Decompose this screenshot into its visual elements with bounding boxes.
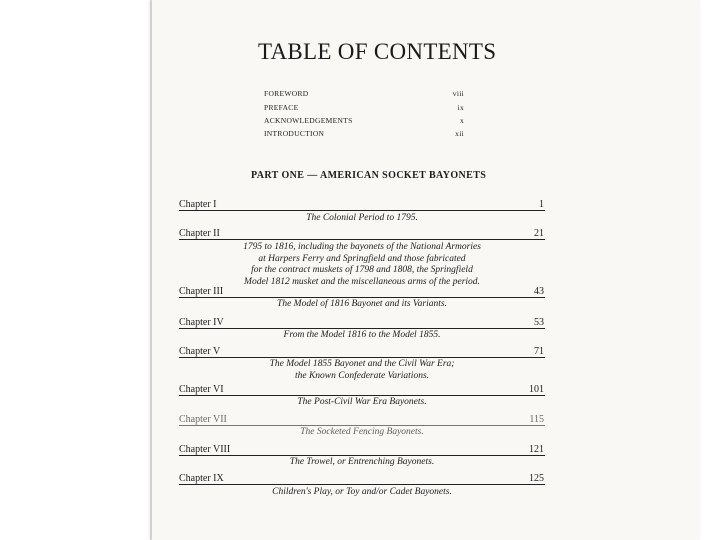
chapter-label: Chapter V [179, 346, 221, 357]
description-line: The Socketed Fencing Bayonets. [300, 427, 424, 437]
chapter-page: 125 [529, 473, 544, 484]
chapter-rule [179, 455, 545, 456]
chapter-rule [179, 484, 545, 485]
chapter-label: Chapter VI [179, 384, 224, 395]
chapter-entry [179, 228, 545, 240]
chapter-rule [179, 425, 545, 426]
chapter-entry [179, 286, 545, 298]
description-line: The Post-Civil War Era Bayonets. [297, 397, 427, 407]
chapter-label: Chapter IV [179, 317, 224, 328]
chapter-page: 53 [534, 317, 544, 328]
chapter-entry [179, 317, 545, 329]
description-line: The Model 1855 Bayonet and the Civil War Era; [269, 359, 455, 369]
description-line: From the Model 1816 to the Model 1855. [283, 330, 441, 340]
chapter-label: Chapter III [179, 286, 224, 297]
front-matter-row [264, 103, 464, 115]
front-matter-page: viii [452, 89, 464, 98]
chapter-entry [179, 473, 545, 485]
front-matter-row [264, 116, 464, 128]
chapter-label: Chapter IX [179, 473, 224, 484]
chapter-rule [179, 297, 545, 298]
chapter-description [179, 299, 545, 311]
description-line: for the contract muskets of 1798 and 1808, the Springfield [251, 265, 473, 275]
front-matter-label: INTRODUCTION [264, 129, 325, 138]
chapter-description [179, 213, 545, 225]
chapter-label: Chapter I [179, 199, 217, 210]
front-matter-page: x [459, 116, 464, 125]
chapter-entry [179, 414, 545, 426]
front-matter-row [264, 89, 464, 101]
chapter-entry [179, 444, 545, 456]
front-matter-label: PREFACE [264, 103, 299, 112]
front-matter-label: ACKNOWLEDGEMENTS [264, 116, 353, 125]
front-matter-row [264, 129, 464, 141]
page-title: TABLE OF CONTENTS [258, 39, 497, 64]
chapter-rule [179, 210, 545, 211]
chapter-page: 21 [534, 228, 544, 239]
part-heading: PART ONE — AMERICAN SOCKET BAYONETS [251, 170, 487, 181]
front-matter-page: ix [457, 103, 464, 112]
description-line: at Harpers Ferry and Springfield and those fabricated [258, 253, 466, 264]
chapter-description [179, 487, 545, 499]
description-line: The Model of 1816 Bayonet and its Variants. [277, 299, 447, 309]
chapter-description [179, 330, 545, 342]
chapter-entry [179, 384, 545, 396]
chapter-rule [179, 357, 545, 358]
chapter-page: 71 [534, 346, 544, 357]
chapter-page: 101 [529, 384, 544, 395]
chapter-description [179, 359, 545, 382]
front-matter-page: xii [455, 129, 464, 138]
description-line: the Known Confederate Variations. [294, 370, 430, 381]
chapter-page: 43 [534, 286, 544, 297]
chapter-label: Chapter VIII [179, 444, 231, 455]
chapter-label: Chapter II [179, 228, 220, 239]
chapter-page: 121 [529, 444, 544, 455]
description-line: The Colonial Period to 1795. [306, 213, 418, 223]
front-matter-label: FOREWORD [264, 89, 309, 98]
chapter-description [179, 457, 545, 469]
chapter-description [179, 397, 545, 409]
description-line: Children's Play, or Toy and/or Cadet Bayonets. [272, 487, 452, 497]
chapter-label: Chapter VII [179, 414, 227, 425]
chapter-page: 1 [539, 199, 544, 210]
chapter-rule [179, 328, 545, 329]
chapter-entry [179, 346, 545, 358]
description-line: Model 1812 musket and the miscellaneous arms of the period. [244, 276, 480, 287]
chapter-page: 115 [529, 414, 544, 425]
chapter-rule [179, 239, 545, 240]
chapter-entry [179, 199, 545, 211]
chapter-description [179, 242, 545, 288]
description-line: The Trowel, or Entrenching Bayonets. [289, 457, 435, 467]
chapter-rule [179, 395, 545, 396]
description-line: 1795 to 1816, including the bayonets of the National Armories [243, 242, 481, 252]
chapter-description [179, 427, 545, 439]
